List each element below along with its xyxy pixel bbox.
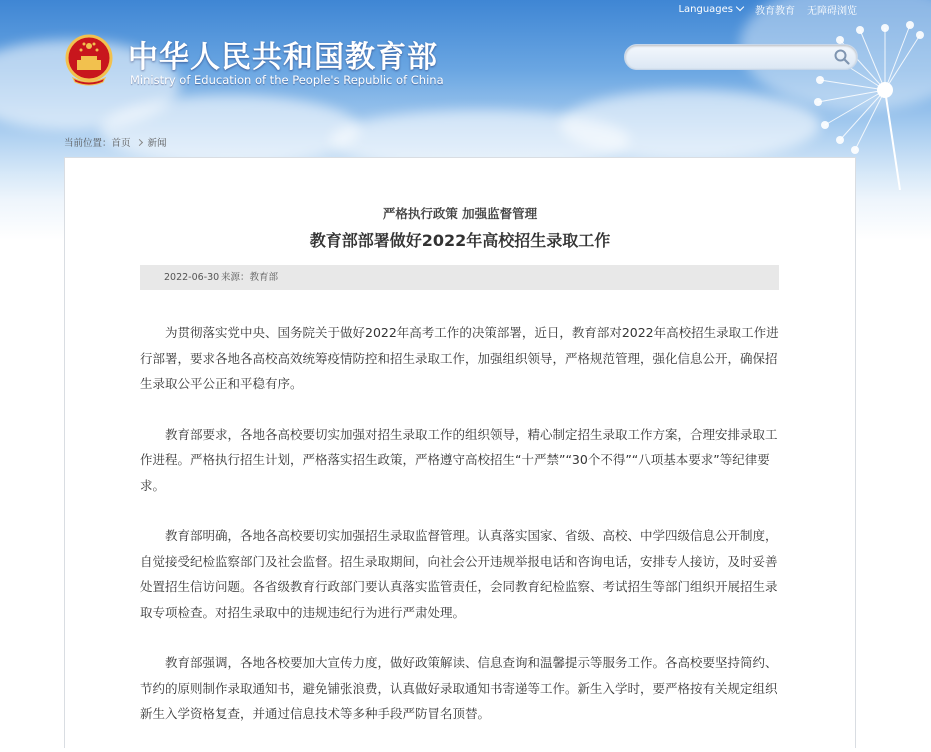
search-icon[interactable]	[833, 48, 851, 66]
search-input[interactable]	[635, 48, 829, 66]
national-emblem-icon	[65, 34, 113, 86]
languages-menu[interactable]: Languages	[678, 4, 743, 15]
article-paragraph: 教育部强调，各地各校要加大宣传力度，做好政策解读、信息查询和温馨提示等服务工作。各高校要坚持简约、节约的原则制作录取通知书，避免铺张浪费，认真做好录取通知书寄递等工作。新生入学时，要严格按有关规定组织新生入学资格复查，并通过信息技术等多种手段严防冒名顶替。	[140, 655, 778, 721]
article-paragraph: 教育部要求，各地各高校要切实加强对招生录取工作的组织领导，精心制定招生录取工作方案，合理安排录取工作进程。严格执行招生计划，严格落实招生政策，严格遵守高校招生“十严禁”“30个不得”“八项基本要求”等纪律要求。	[140, 426, 778, 493]
chevron-down-icon	[736, 3, 744, 11]
article-title: 教育部部署做好2022年高校招生录取工作	[309, 231, 611, 250]
chevron-right-icon	[135, 138, 142, 145]
breadcrumb-news[interactable]: 新闻	[147, 138, 167, 149]
article-subtitle: 严格执行政策 加强监督管理	[382, 206, 538, 221]
article-body	[140, 320, 780, 752]
article-meta	[140, 265, 779, 290]
site-title-en: Ministry of Education of the People's Republic of China	[130, 73, 444, 87]
article-paragraph: 教育部明确，各地各高校要切实加强招生录取监督管理。认真落实国家、省级、高校、中学四级信息公开制度，自觉接受纪检监察部门及社会监督。招生录取期间，向社会公开违规举报电话和咨询电话，安排专人接访，及时妥善处置招生信访问题。各省级教育行政部门要认真落实监管责任，会同教育纪检监察、考试招生等部门组织开展招生录取专项检查。对招生录取中的违规违纪行为进行严肃处理。	[140, 528, 778, 620]
article-source: 来源：教育部	[221, 272, 279, 283]
breadcrumb	[64, 135, 167, 149]
article-date: 2022-06-30	[164, 272, 220, 283]
top-links	[678, 2, 857, 17]
breadcrumb-home[interactable]: 首页	[111, 138, 131, 149]
article-panel	[64, 157, 856, 748]
site-title: 中华人民共和国教育部	[128, 40, 438, 75]
breadcrumb-prefix: 当前位置：	[64, 138, 112, 149]
article-paragraph: 为贯彻落实党中央、国务院关于做好2022年高考工作的决策部署，近日，教育部对2022年高校招生录取工作进行部署，要求各地各高校高效统筹疫情防控和招生录取工作，加强组织领导，严格规范管理，强化信息公开，确保招生录取公平公正和平稳有序。	[140, 325, 779, 391]
link-accessibility[interactable]: 无障碍浏览	[807, 6, 857, 17]
link-edu[interactable]: 教育教育	[755, 6, 795, 17]
search-box	[624, 44, 858, 70]
